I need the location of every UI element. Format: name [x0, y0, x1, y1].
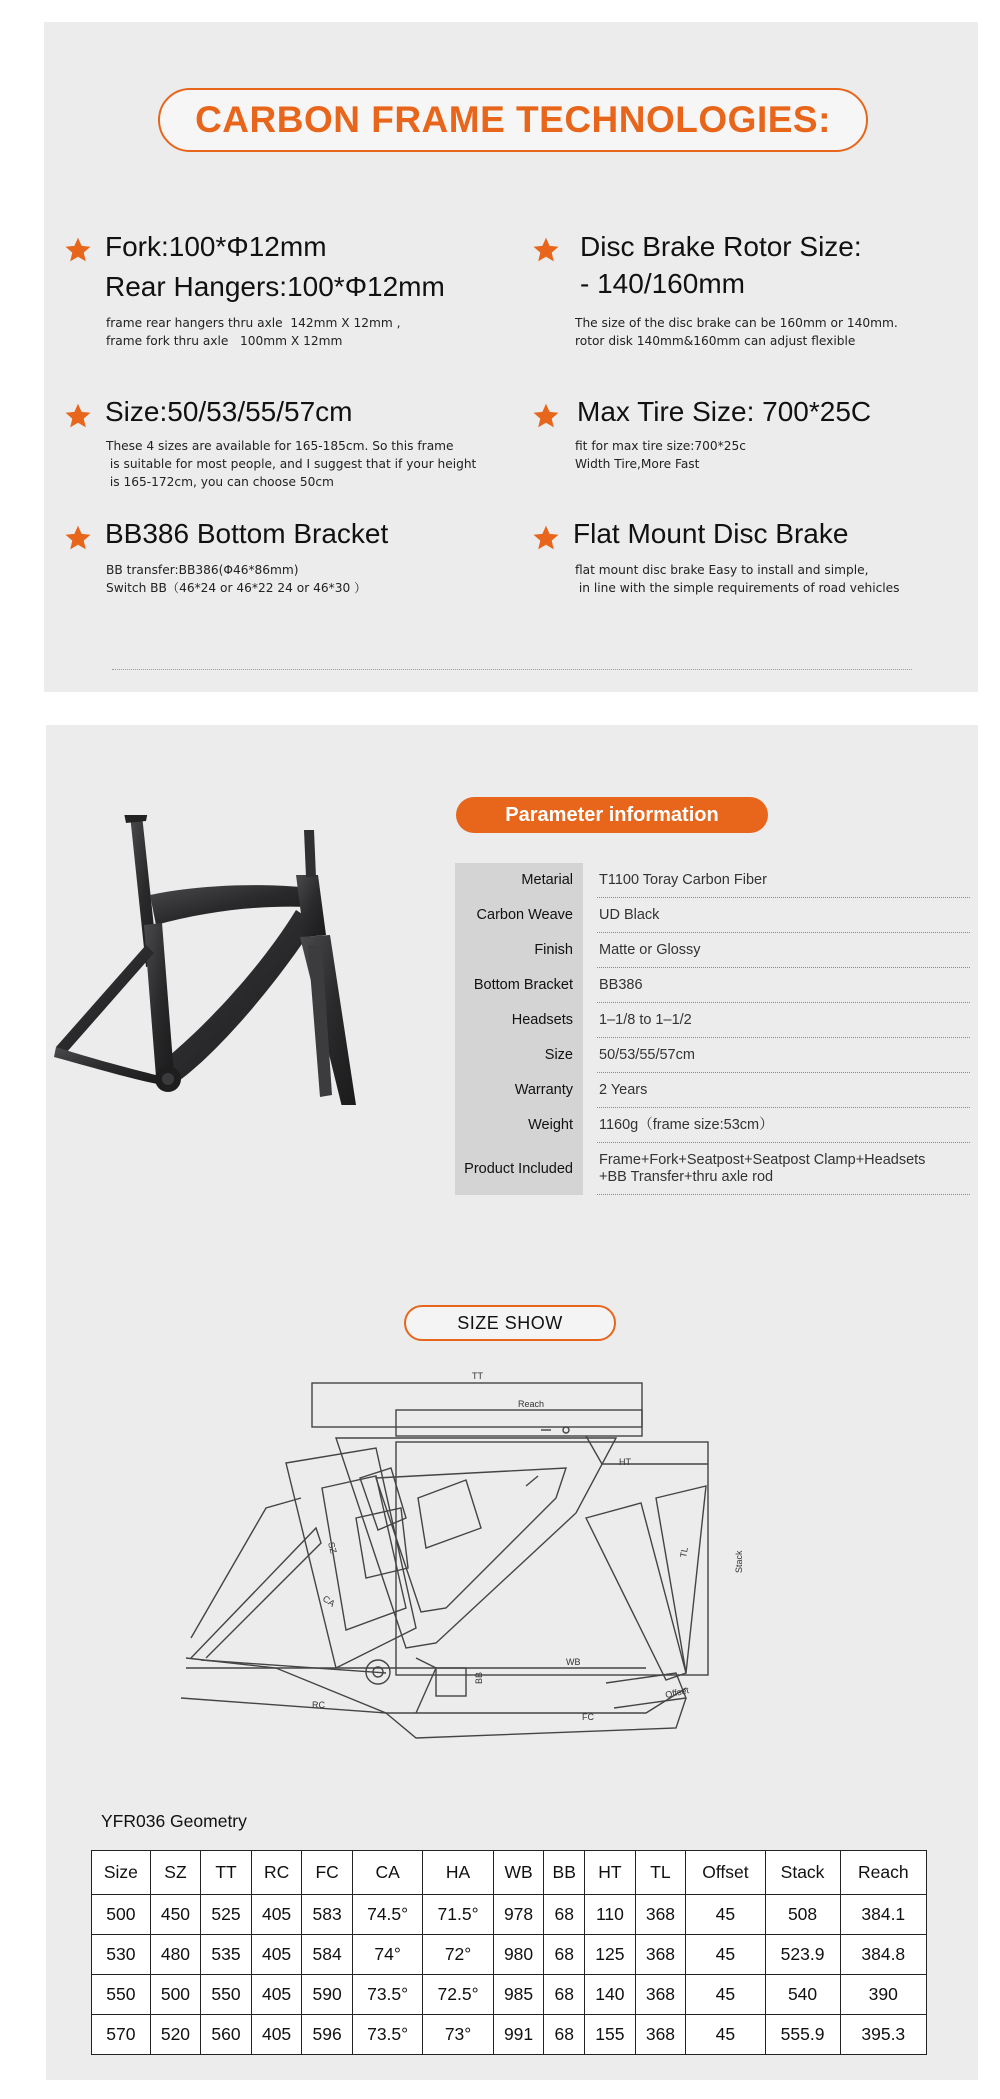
geometry-cell: 68 — [544, 2015, 585, 2055]
parameter-row — [455, 1143, 970, 1195]
parameter-value: 2 Years — [597, 1073, 970, 1108]
geometry-cell: 45 — [686, 1935, 765, 1975]
geometry-cell: 405 — [251, 1935, 302, 1975]
parameter-row — [455, 1108, 970, 1143]
geometry-cell: 560 — [201, 2015, 252, 2055]
geometry-cell: 480 — [150, 1935, 201, 1975]
geometry-row — [92, 1895, 927, 1935]
geometry-cell: 68 — [544, 1975, 585, 2015]
geometry-row — [92, 1935, 927, 1975]
geometry-title: YFR036 Geometry — [101, 1811, 247, 1831]
geometry-header-cell: WB — [493, 1851, 544, 1895]
size-show-pill — [404, 1305, 616, 1341]
geometry-cell: 405 — [251, 1895, 302, 1935]
geometry-cell: 583 — [302, 1895, 353, 1935]
parameter-value: Matte or Glossy — [597, 933, 970, 968]
geometry-header-cell: Offset — [686, 1851, 765, 1895]
geometry-cell: 72° — [423, 1935, 493, 1975]
feature-heading: Rear Hangers:100*Φ12mm — [105, 271, 445, 302]
geometry-cell: 384.8 — [840, 1935, 926, 1975]
parameter-row — [455, 1073, 970, 1108]
diagram-label-fc: FC — [582, 1712, 594, 1722]
diagram-label-ca: CA — [320, 1593, 337, 1609]
diagram-label-tt: TT — [472, 1371, 483, 1381]
geometry-cell: 550 — [201, 1975, 252, 2015]
parameter-row — [455, 863, 970, 898]
feature-description: flat mount disc brake Easy to install and simple, in line with the simple requirements of road vehicles — [575, 563, 900, 595]
parameter-row — [455, 968, 970, 1003]
geometry-cell: 140 — [585, 1975, 636, 2015]
star-icon — [64, 236, 92, 264]
geometry-cell: 68 — [544, 1895, 585, 1935]
parameter-row — [455, 1038, 970, 1073]
geometry-cell: 390 — [840, 1975, 926, 2015]
geometry-header-cell: TL — [635, 1851, 686, 1895]
geometry-cell: 523.9 — [765, 1935, 840, 1975]
geometry-diagram — [146, 1368, 866, 1788]
geometry-cell: 368 — [635, 1975, 686, 2015]
feature-heading: Fork:100*Φ12mm — [105, 231, 327, 262]
diagram-label-stack: Stack — [734, 1550, 744, 1573]
parameter-label: Weight — [455, 1108, 583, 1143]
parameter-label: Size — [455, 1038, 583, 1073]
star-icon — [64, 402, 92, 430]
diagram-label-tl: TL — [678, 1546, 690, 1559]
geometry-cell: 74° — [352, 1935, 422, 1975]
size-show-title: SIZE SHOW — [457, 1312, 563, 1333]
parameter-label: Carbon Weave — [455, 898, 583, 933]
diagram-label-bb: BB — [474, 1671, 484, 1684]
geometry-cell: 68 — [544, 1935, 585, 1975]
star-icon — [64, 524, 92, 552]
parameter-value: Frame+Fork+Seatpost+Seatpost Clamp+Headsets +BB Transfer+thru axle rod — [597, 1143, 970, 1195]
feature-heading: Size:50/53/55/57cm — [105, 396, 353, 427]
feature-heading: Flat Mount Disc Brake — [573, 518, 849, 549]
geometry-header-row — [92, 1851, 927, 1895]
technologies-section — [44, 22, 978, 692]
geometry-header-cell: Reach — [840, 1851, 926, 1895]
parameter-label: Warranty — [455, 1073, 583, 1108]
feature-description: The size of the disc brake can be 160mm or 140mm. rotor disk 140mm&160mm can adjust flexible — [575, 316, 898, 348]
star-icon — [532, 402, 560, 430]
geometry-cell: 73.5° — [352, 2015, 422, 2055]
geometry-table — [91, 1850, 927, 2055]
geometry-cell: 125 — [585, 1935, 636, 1975]
parameter-value: 1–1/8 to 1–1/2 — [597, 1003, 970, 1038]
geometry-cell: 395.3 — [840, 2015, 926, 2055]
geometry-cell: 555.9 — [765, 2015, 840, 2055]
parameters-section — [46, 725, 978, 2080]
geometry-header-cell: BB — [544, 1851, 585, 1895]
geometry-cell: 71.5° — [423, 1895, 493, 1935]
geometry-cell: 535 — [201, 1935, 252, 1975]
feature-description: frame rear hangers thru axle 142mm X 12mm , frame fork thru axle 100mm X 12mm — [106, 316, 401, 348]
feature-description: These 4 sizes are available for 165-185cm. So this frame is suitable for most people, and I suggest that if your height is 165-172cm, you can choose 50cm — [106, 439, 477, 489]
feature-description: BB transfer:BB386(Φ46*86mm) Switch BB（46*24 or 46*22 24 or 46*30 ） — [106, 563, 367, 595]
geometry-cell: 155 — [585, 2015, 636, 2055]
parameter-label: Headsets — [455, 1003, 583, 1038]
geometry-cell: 45 — [686, 1975, 765, 2015]
geometry-cell: 520 — [150, 2015, 201, 2055]
geometry-cell: 540 — [765, 1975, 840, 2015]
geometry-cell: 570 — [92, 2015, 151, 2055]
feature-description: fit for max tire size:700*25c Width Tire,More Fast — [575, 439, 746, 471]
technologies-title-pill — [158, 88, 868, 152]
geometry-cell: 73.5° — [352, 1975, 422, 2015]
feature-heading: Max Tire Size: 700*25C — [577, 396, 872, 427]
geometry-cell: 530 — [92, 1935, 151, 1975]
bike-frame-photo — [46, 815, 446, 1105]
geometry-cell: 384.1 — [840, 1895, 926, 1935]
feature-heading: Disc Brake Rotor Size: — [580, 231, 862, 262]
parameter-title: Parameter information — [505, 803, 719, 826]
parameter-row — [455, 1003, 970, 1038]
parameter-table — [455, 863, 970, 1195]
geometry-header-cell: HA — [423, 1851, 493, 1895]
parameter-label: Product Included — [455, 1143, 583, 1195]
geometry-header-cell: HT — [585, 1851, 636, 1895]
geometry-cell: 405 — [251, 2015, 302, 2055]
parameter-row — [455, 898, 970, 933]
star-icon — [532, 236, 560, 264]
geometry-header-cell: FC — [302, 1851, 353, 1895]
geometry-cell: 405 — [251, 1975, 302, 2015]
geometry-cell: 450 — [150, 1895, 201, 1935]
geometry-cell: 985 — [493, 1975, 544, 2015]
geometry-cell: 110 — [585, 1895, 636, 1935]
diagram-label-ht: HT — [619, 1457, 631, 1467]
geometry-cell: 45 — [686, 1895, 765, 1935]
geometry-cell: 991 — [493, 2015, 544, 2055]
geometry-cell: 368 — [635, 1935, 686, 1975]
parameter-value: T1100 Toray Carbon Fiber — [597, 863, 970, 898]
geometry-header-cell: SZ — [150, 1851, 201, 1895]
geometry-cell: 368 — [635, 2015, 686, 2055]
geometry-cell: 500 — [150, 1975, 201, 2015]
geometry-header-cell: Size — [92, 1851, 151, 1895]
geometry-cell: 584 — [302, 1935, 353, 1975]
star-icon — [532, 524, 560, 552]
diagram-label-wb: WB — [566, 1657, 581, 1667]
parameter-row — [455, 933, 970, 968]
geometry-header-cell: RC — [251, 1851, 302, 1895]
parameter-label: Metarial — [455, 863, 583, 898]
parameter-label: Finish — [455, 933, 583, 968]
geometry-header-cell: TT — [201, 1851, 252, 1895]
geometry-cell: 72.5° — [423, 1975, 493, 2015]
geometry-row — [92, 2015, 927, 2055]
geometry-cell: 596 — [302, 2015, 353, 2055]
geometry-cell: 525 — [201, 1895, 252, 1935]
dotted-divider — [112, 669, 912, 670]
diagram-label-sz: SZ — [326, 1540, 339, 1555]
diagram-label-rc: RC — [312, 1700, 325, 1710]
geometry-cell: 500 — [92, 1895, 151, 1935]
parameter-title-pill — [456, 797, 768, 833]
geometry-cell: 368 — [635, 1895, 686, 1935]
parameter-value: 50/53/55/57cm — [597, 1038, 970, 1073]
geometry-cell: 45 — [686, 2015, 765, 2055]
geometry-cell: 590 — [302, 1975, 353, 2015]
feature-heading: BB386 Bottom Bracket — [105, 518, 389, 549]
geometry-cell: 508 — [765, 1895, 840, 1935]
geometry-cell: 978 — [493, 1895, 544, 1935]
geometry-cell: 550 — [92, 1975, 151, 2015]
geometry-cell: 73° — [423, 2015, 493, 2055]
geometry-cell: 980 — [493, 1935, 544, 1975]
geometry-header-cell: CA — [352, 1851, 422, 1895]
parameter-value: BB386 — [597, 968, 970, 1003]
parameter-value: 1160g（frame size:53cm） — [597, 1108, 970, 1143]
geometry-row — [92, 1975, 927, 2015]
parameter-value: UD Black — [597, 898, 970, 933]
technologies-title: CARBON FRAME TECHNOLOGIES: — [195, 99, 831, 140]
diagram-label-reach: Reach — [518, 1399, 545, 1409]
feature-heading: - 140/160mm — [580, 268, 745, 299]
geometry-cell: 74.5° — [352, 1895, 422, 1935]
geometry-header-cell: Stack — [765, 1851, 840, 1895]
parameter-label: Bottom Bracket — [455, 968, 583, 1003]
diagram-label-offset: Offset — [664, 1685, 690, 1700]
